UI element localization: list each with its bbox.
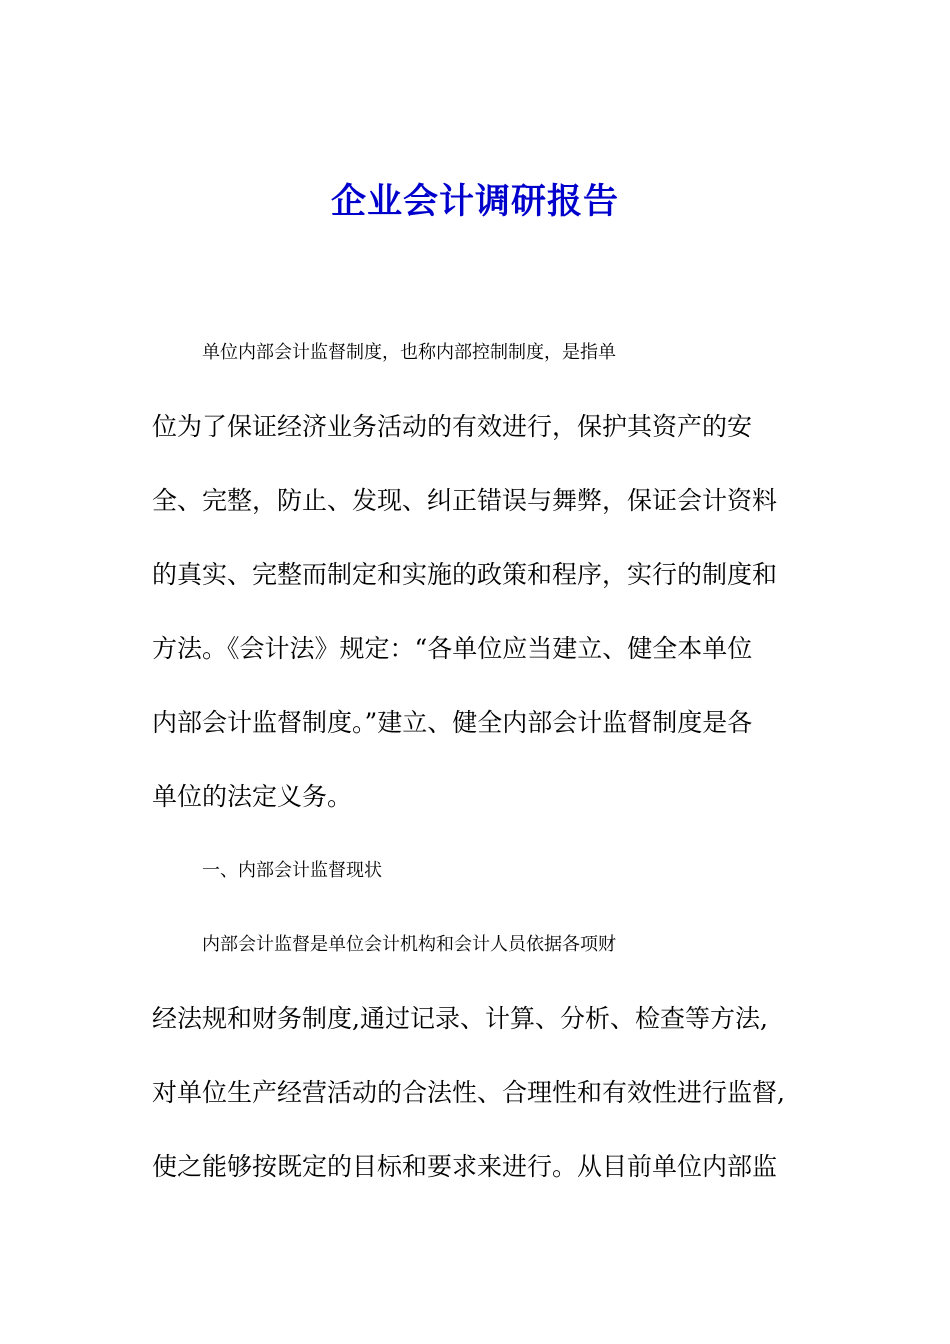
section-heading: 一、内部会计监督现状 <box>202 860 382 881</box>
body-line-9: 内部会计监督是单位会计机构和会计人员依据各项财 <box>202 934 616 955</box>
document-title: 企业会计调研报告 <box>330 181 619 222</box>
body-line-10: 经法规和财务制度,通过记录、计算、分析、检查等方法, <box>152 1004 768 1033</box>
body-line-11: 对单位生产经营活动的合法性、合理性和有效性进行监督, <box>152 1078 785 1107</box>
body-line-12: 使之能够按既定的目标和要求来进行。从目前单位内部监 <box>152 1152 778 1181</box>
body-line-2: 位为了保证经济业务活动的有效进行，保护其资产的安 <box>152 412 753 441</box>
body-line-1: 单位内部会计监督制度，也称内部控制制度，是指单 <box>202 342 616 363</box>
body-line-4: 的真实、完整而制定和实施的政策和程序，实行的制度和 <box>152 560 778 589</box>
body-line-5: 方法。《会计法》规定：“各单位应当建立、健全本单位 <box>152 634 753 663</box>
body-line-3: 全、完整，防止、发现、纠正错误与舞弊，保证会计资料 <box>152 486 778 515</box>
body-line-7: 单位的法定义务。 <box>152 782 353 811</box>
body-line-6: 内部会计监督制度。”建立、健全内部会计监督制度是各 <box>152 708 753 737</box>
